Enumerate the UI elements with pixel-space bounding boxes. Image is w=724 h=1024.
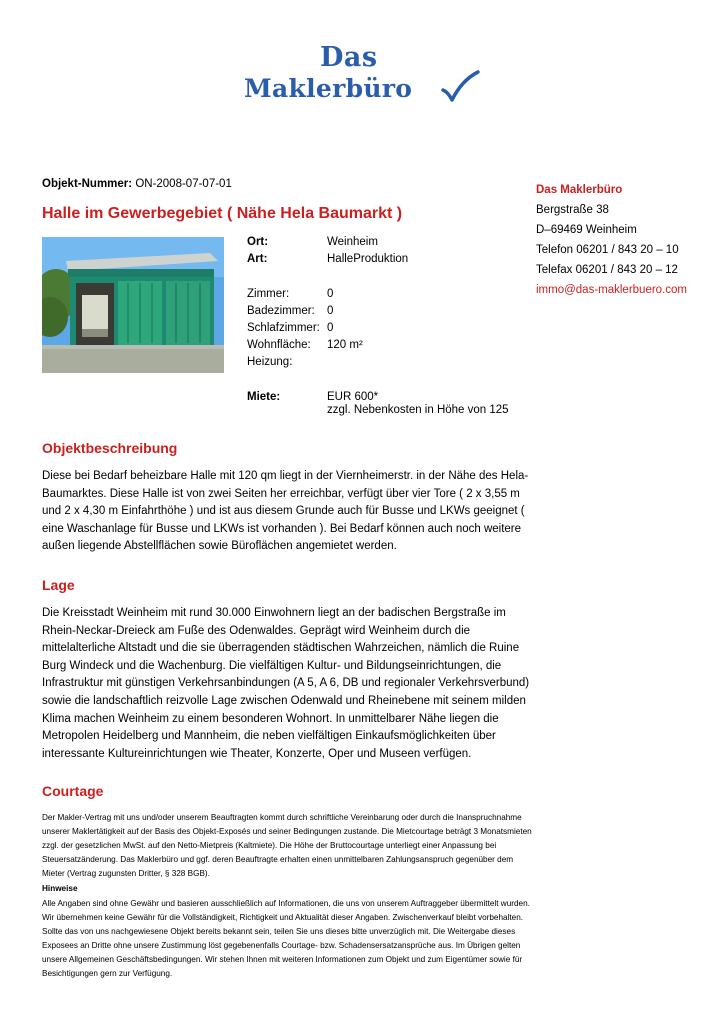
agency-name: Das Maklerbüro — [536, 184, 623, 196]
agency-phone: Telefon 06201 / 843 20 – 10 — [536, 244, 679, 256]
ort-label: Ort: — [247, 236, 269, 248]
object-number — [42, 178, 232, 190]
courtage-text: Der Makler-Vertrag mit uns und/oder unserem Beauftragten kommt durch schriftliche Vereinbarung oder durch die Inanspruchnahme unserer Maklertätigkeit auf der Basis des Objekt-Exposés und seiner Bedingungen zustande. Die Mietcourtage beträgt 3 Monatsmieten zzgl. der gesetzlichen MwSt. auf den Netto-Mietpreis (Kaltmiete). Die Höhe der Bruttocourtage unterliegt einer Anpassung bei Steuersatzänderung. Das Maklerbüro und ggf. deren Beauftragte erhalten einen unmittelbaren Zahlungsanspruch gegenüber dem Mieter (Vertrag zugunsten Dritter, § 328 BGB). — [42, 813, 532, 878]
miete-label: Miete: — [247, 391, 281, 403]
schlaf-value: 0 — [327, 322, 334, 334]
wohn-value: 120 m² — [327, 339, 363, 351]
logo-line-2: Maklerbüro — [244, 74, 413, 103]
hinweise-text: Alle Angaben sind ohne Gewähr und basieren ausschließlich auf Informationen, die uns von unserem Auftraggeber übermittelt wurden. Wir übernehmen keine Gewähr für die Vollständigkeit, Richtigkeit und Aktualität dieser Angaben. Zwischenverkauf bleibt vorbehalten. Sollte das von uns nachgewiesene Objekt bereits bekannt sein, teilen Sie uns dieses bitte unverzüglich mit. Die Weitergabe dieses Exposees an Dritte ohne unsere Zustimmung löst gegebenenfalls Courtage- bzw. Schadensersatzansprüche aus. Im Übrigen gelten unsere Allgemeinen Geschäftsbedingungen. Wir stehen Ihnen mit weiteren Informationen zum Objekt und zum Eigentümer sowie für Besichtigungen gern zur Verfügung. — [42, 899, 530, 978]
miete-value: EUR 600* — [327, 391, 379, 403]
ort-value: Weinheim — [327, 236, 378, 248]
bad-label: Badezimmer: — [247, 305, 315, 317]
page-title: Halle im Gewerbegebiet ( Nähe Hela Baumarkt ) — [42, 205, 403, 222]
section-title-courtage: Courtage — [42, 783, 104, 799]
schlaf-label: Schlafzimmer: — [247, 322, 320, 334]
miete-note: zzgl. Nebenkosten in Höhe von 125 — [327, 404, 509, 416]
object-number-label: Objekt-Nummer: — [42, 178, 133, 190]
agency-email-link[interactable]: immo@das-maklerbuero.com — [536, 284, 687, 296]
wohn-label: Wohnfläche: — [247, 339, 311, 351]
lage-text: Die Kreisstadt Weinheim mit rund 30.000 Einwohnern liegt an der badischen Bergstraße im Rhein-Neckar-Dreieck am Fuße des Odenwaldes. Geprägt wird Weinheim durch die mittelalterliche Altstadt und die sie überragenden städtischen Wahrzeichen, nämlich die Ruine Burg Windeck und die Wachenburg. Die vielfältigen Kultur- und Bildungseinrichtungen, die Infrastruktur mit günstigen Verkehrsanbindungen (A 5, A 6, DB und regionaler Verkehrsverbund) sowie die landschaftlich reizvolle Lage zwischen Odenwald und Rheinebene mit seinem milden Klima machen Weinheim zu einem besonderen Wohnort. In unmittelbarer Nähe liegen die Metropolen Heidelberg und Mannheim, die neben vielfältigen Einkaufsmöglichkeiten über interessante Kultureinrichtungen wie Theater, Konzerte, Oper und Museen verfügen. — [42, 607, 530, 760]
agency-city: D–69469 Weinheim — [536, 224, 637, 236]
agency-contact — [536, 180, 687, 300]
agency-street: Bergstraße 38 — [536, 204, 609, 216]
zimmer-label: Zimmer: — [247, 288, 290, 300]
object-number-value: ON-2008-07-07-01 — [135, 178, 232, 190]
section-title-beschreibung: Objektbeschreibung — [42, 440, 178, 456]
hinweise-title: Hinweise — [42, 884, 78, 893]
art-value: HalleProduktion — [327, 253, 409, 265]
bad-value: 0 — [327, 305, 334, 317]
agency-fax: Telefax 06201 / 843 20 – 12 — [536, 264, 678, 276]
warehouse-hall-photo — [42, 237, 224, 373]
section-title-lage: Lage — [42, 577, 75, 593]
logo-line-1: Das — [320, 42, 378, 73]
art-label: Art: — [247, 253, 268, 265]
beschreibung-text: Diese bei Bedarf beheizbare Halle mit 120 qm liegt in der Viernheimerstr. in der Nähe des Hela-Baumarktes. Diese Halle ist von zwei Seiten her erreichbar, verfügt über vier Tore ( 2 x 3,55 m und 2 x 4,30 m Einfahrthöhe ) und ist aus diesem Grunde auch für Busse und LKWs geeignet ( eine Waschanlage für Busse und LKWs ist vorhanden ). Bei Bedarf können auch noch weitere außen liegende Abstellflächen sowie Büroflächen angemietet werden. — [42, 470, 529, 553]
company-logo — [244, 40, 484, 110]
zimmer-value: 0 — [327, 288, 334, 300]
heizung-label: Heizung: — [247, 356, 293, 368]
checkmark-icon — [440, 70, 480, 104]
